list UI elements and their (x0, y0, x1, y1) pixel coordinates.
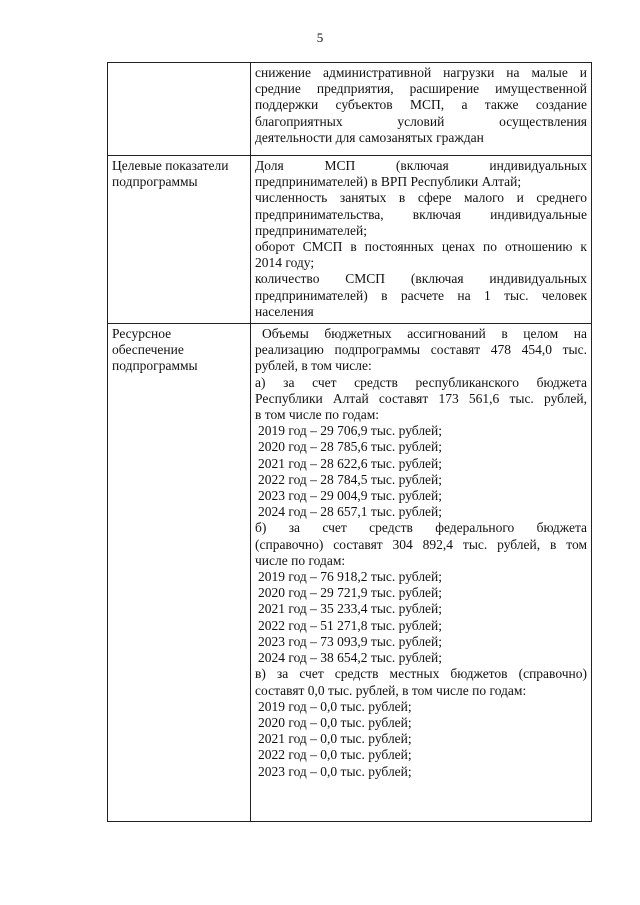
funding-intro-line: рублей, в том числе: (255, 358, 372, 374)
table-row-resources (108, 324, 592, 822)
goals-text-cell (251, 63, 592, 156)
regional-budget-year-item: 2021 год – 28 622,6 тыс. рублей; (258, 455, 443, 471)
goals-label-cell (108, 63, 251, 156)
local-budget-year-item: 2023 год – 0,0 тыс. рублей; (258, 763, 412, 779)
federal-budget-year-item: 2023 год – 73 093,9 тыс. рублей; (258, 633, 443, 649)
indicator-line: предпринимательства, включая индивидуальные (255, 206, 587, 222)
page-number: 5 (316, 30, 324, 45)
resources-text-cell (251, 324, 592, 822)
regional-budget-year-item: 2020 год – 28 785,6 тыс. рублей; (258, 439, 443, 455)
funding-intro-line: реализацию подпрограммы составят 478 454,0 тыс. (255, 342, 587, 358)
regional-budget-year-item: 2019 год – 29 706,9 тыс. рублей; (258, 423, 443, 439)
local-budget-line: в) за счет средств местных бюджетов (справочно) (255, 666, 587, 682)
regional-budget-year-item: 2022 год – 28 784,5 тыс. рублей; (258, 471, 443, 487)
federal-budget-year-item: 2021 год – 35 233,4 тыс. рублей; (258, 601, 443, 617)
local-budget-year-item: 2020 год – 0,0 тыс. рублей; (258, 714, 412, 730)
goals-line: средние предприятия, расширение имущественной (255, 81, 587, 97)
goals-line: деятельности для самозанятых граждан (255, 129, 484, 145)
local-budget-year-item: 2022 год – 0,0 тыс. рублей; (258, 747, 412, 763)
indicators-label-cell: Целевые показатели подпрограммы (108, 156, 251, 324)
indicator-line: 2014 году; (255, 255, 315, 271)
federal-budget-line: числе по годам: (255, 552, 346, 568)
indicator-line: оборот СМСП в постоянных ценах по отношению к (255, 239, 587, 255)
resources-label-cell: Ресурсное обеспечение подпрограммы (108, 324, 251, 822)
regional-budget-line: Республики Алтай составят 173 561,6 тыс. рублей, (255, 390, 587, 406)
indicator-line: населения (255, 303, 314, 319)
indicator-line: предпринимателей) в ВРП Республики Алтай; (255, 174, 522, 190)
federal-budget-year-item: 2019 год – 76 918,2 тыс. рублей; (258, 569, 443, 585)
indicators-text-cell (251, 156, 592, 324)
indicator-line: Доля МСП (включая индивидуальных (255, 158, 587, 173)
funding-intro-line: Объемы бюджетных ассигнований в целом на (262, 326, 587, 342)
table-row-indicators (108, 156, 592, 324)
federal-budget-line: (справочно) составят 304 892,4 тыс. рублей, в том (255, 536, 587, 552)
regional-budget-year-item: 2024 год – 28 657,1 тыс. рублей; (258, 504, 443, 520)
regional-budget-line: в том числе по годам: (255, 407, 380, 423)
indicator-line: предпринимателей) в расчете на 1 тыс. человек (255, 287, 587, 303)
goals-line: снижение административной нагрузки на малые и (255, 65, 587, 80)
federal-budget-line: б) за счет средств федерального бюджета (255, 520, 587, 536)
local-budget-year-item: 2021 год – 0,0 тыс. рублей; (258, 731, 412, 747)
regional-budget-line: а) за счет средств республиканского бюджета (255, 374, 587, 390)
indicator-line: предпринимателей; (255, 222, 367, 238)
goals-line: благоприятных условий осуществления (255, 113, 587, 129)
federal-budget-year-item: 2020 год – 29 721,9 тыс. рублей; (258, 585, 443, 601)
federal-budget-year-item: 2022 год – 51 271,8 тыс. рублей; (258, 617, 443, 633)
indicator-line: количество СМСП (включая индивидуальных (255, 271, 587, 287)
local-budget-year-item: 2019 год – 0,0 тыс. рублей; (258, 698, 412, 714)
subprogram-passport-table (107, 62, 592, 822)
federal-budget-year-item: 2024 год – 38 654,2 тыс. рублей; (258, 650, 443, 666)
table-row-goals (108, 63, 592, 156)
goals-line: поддержки субъектов МСП, а также создание (255, 97, 587, 113)
local-budget-line: составят 0,0 тыс. рублей, в том числе по годам: (255, 682, 527, 698)
regional-budget-year-item: 2023 год – 29 004,9 тыс. рублей; (258, 488, 443, 504)
indicator-line: численность занятых в сфере малого и среднего (255, 190, 587, 206)
